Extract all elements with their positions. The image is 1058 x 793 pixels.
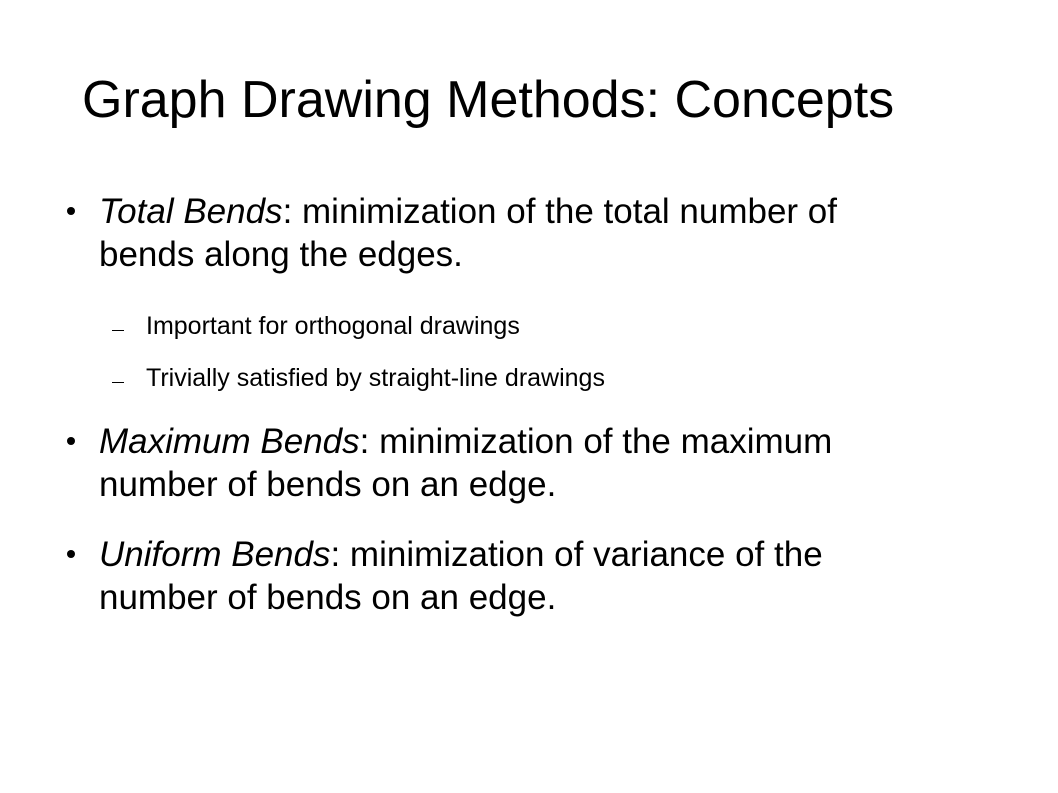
bullet-line-1 (99, 420, 832, 463)
bullet-line-2: number of bends on an edge. (99, 578, 557, 617)
dash-icon (112, 382, 124, 383)
bullet-text: : minimization of the maximum (359, 422, 833, 461)
slide-title: Graph Drawing Methods: Concepts (82, 71, 895, 129)
bullet-line-1 (99, 533, 823, 576)
bullet-term: Uniform Bends (99, 535, 331, 574)
sub-bullet-text: Trivially satisfied by straight-line drawings (146, 364, 605, 392)
bullet-line-1 (99, 190, 837, 233)
bullet-term: Maximum Bends (99, 422, 360, 461)
bullet-term: Total Bends (99, 192, 283, 231)
bullet-text: : minimization of variance of the (330, 535, 823, 574)
bullet-line-2: number of bends on an edge. (99, 465, 557, 504)
bullet-dot-icon (67, 550, 75, 558)
bullet-line-2: bends along the edges. (99, 235, 463, 274)
bullet-text: : minimization of the total number of (282, 192, 837, 231)
bullet-dot-icon (67, 437, 75, 445)
dash-icon (112, 330, 124, 331)
sub-bullet-text: Important for orthogonal drawings (146, 312, 520, 340)
bullet-dot-icon (67, 207, 75, 215)
